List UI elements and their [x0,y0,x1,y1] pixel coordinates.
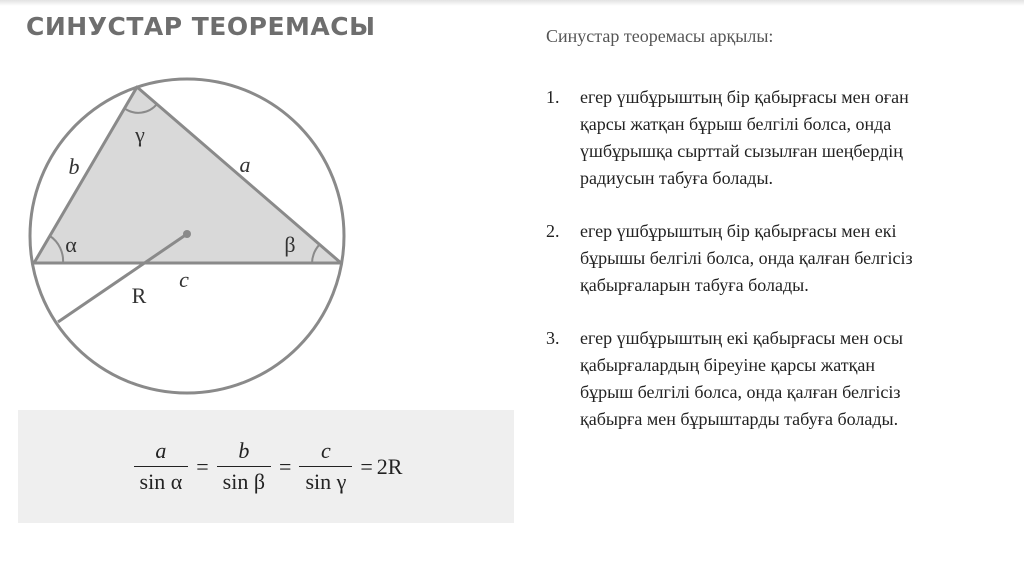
fraction-c [299,438,352,495]
formula-result: 2R [376,453,403,479]
list-item-text [580,84,996,192]
slide-title: СИНУСТАР ТЕОРЕМАСЫ [26,12,376,41]
text-line: егер үшбұрыштың екі қабырғасы мен осы [580,328,903,348]
label-a: a [239,152,251,177]
text-line: бұрышы белгілі болса, онда қалған белгісіз [580,248,913,268]
label-gamma: γ [135,122,145,147]
denominator-a: sin α [134,466,189,495]
equals-sign-1: = [196,453,209,479]
list-number: 1. [546,87,560,107]
list-number: 2. [546,221,560,241]
numerator-c: c [321,438,331,463]
label-beta: β [284,232,296,257]
numerator-b: b [238,438,250,463]
text-line: бұрыш белгілі болса, онда қалған белгісіз [580,382,901,402]
denominator-b: sin β [217,466,271,495]
numerator-a: a [155,438,167,463]
text-line: радиусын табуға болады. [580,168,774,188]
text-line: қабырғаларын табуға болады. [580,275,809,295]
equals-sign-2: = [279,453,292,479]
fraction-a [134,438,189,495]
intro-text: Синустар теоремасы арқылы: [546,26,774,46]
list-item-text [580,325,996,433]
label-c: c [179,267,189,292]
usage-list [546,84,996,459]
list-item [546,84,996,192]
denominator-c: sin γ [299,466,352,495]
triangle-circle-figure [0,60,380,400]
list-item-text [580,218,996,299]
formula-box [18,410,514,523]
center-point [183,230,191,238]
label-alpha: α [65,232,77,257]
label-b: b [68,154,80,179]
list-item [546,218,996,299]
text-line: егер үшбұрыштың бір қабырғасы мен оған [580,87,909,107]
top-shade [0,0,1024,6]
list-number: 3. [546,328,560,348]
text-line: егер үшбұрыштың бір қабырғасы мен екі [580,221,897,241]
fraction-b [217,438,271,495]
text-line: қабырға мен бұрыштарды табуға болады. [580,409,899,429]
text-line: қабырғалардың біреуіне қарсы жатқан [580,355,875,375]
sine-law-formula [18,410,514,523]
label-R: R [131,283,147,308]
equals-sign-3: = [360,453,373,479]
text-line: қарсы жатқан бұрыш белгілі болса, онда [580,114,892,134]
list-item [546,325,996,433]
text-line: үшбұрышқа сырттай сызылған шеңбердің [580,141,903,161]
